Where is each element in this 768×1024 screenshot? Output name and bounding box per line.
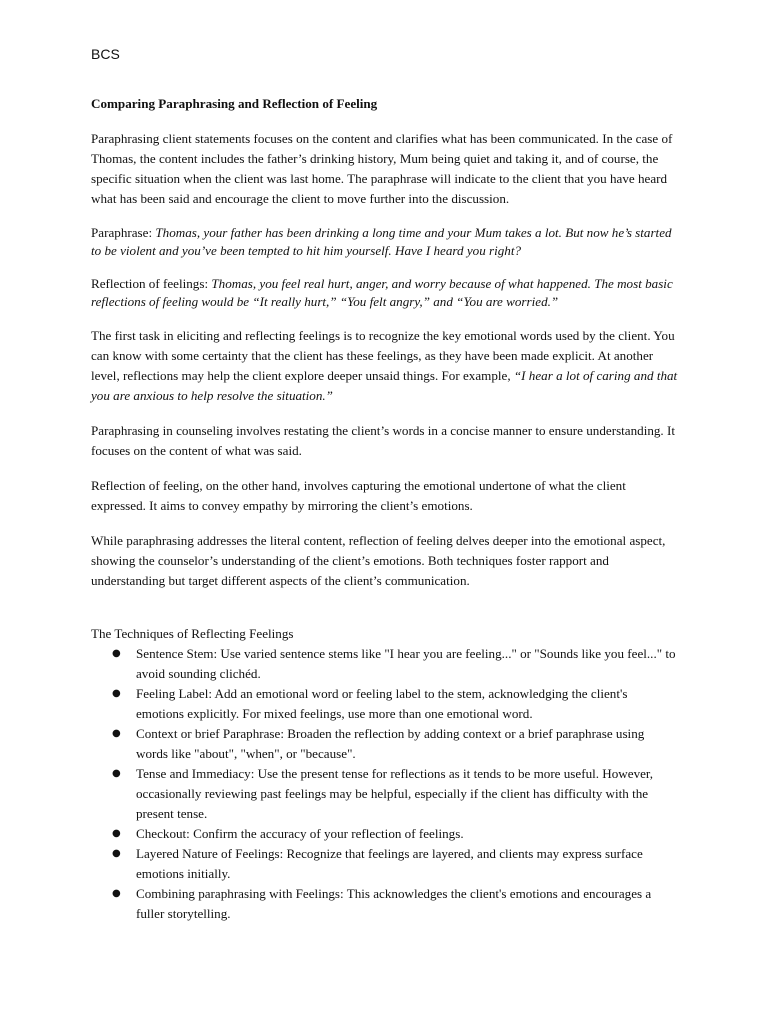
list-item [91,684,678,724]
techniques-heading: The Techniques of Reflecting Feelings [91,626,294,641]
paraphrase-example [91,224,678,260]
list-item-text: Layered Nature of Feelings: Recognize that feelings are layered, and clients may express surface emotions initially. [136,846,643,881]
comparison-paragraph: While paraphrasing addresses the literal content, reflection of feeling delves deeper into the emotional aspect, showing the counselor’s understanding of the client’s emotions. Both techniques foster rapport and understanding but target different aspects of the client’s communication. [91,533,666,588]
list-item [91,724,678,764]
reflection-example [91,275,678,311]
reflection-label: Reflection of feelings: [91,276,212,291]
list-item-text: Feeling Label: Add an emotional word or feeling label to the stem, acknowledging the client's emotions explicitly. For mixed feelings, use more than one emotional word. [136,686,628,721]
bullet-icon: ● [112,768,121,779]
list-item-text: Checkout: Confirm the accuracy of your reflection of feelings. [136,826,464,841]
list-item-text: Context or brief Paraphrase: Broaden the reflection by adding context or a brief paraphrase using words like "about", "when", or "because". [136,726,645,761]
intro-paragraph: Paraphrasing client statements focuses on the content and clarifies what has been communicated. In the case of Thomas, the content includes the father’s drinking history, Mum being quiet and taking it, and of course, the specific situation when the client was last home. The paraphrase will indicate to the client that you have heard what has been said and encourage the client to move further into the discussion. [91,131,673,206]
list-item-text: Combining paraphrasing with Feelings: This acknowledges the client's emotions and encourages a fuller storytelling. [136,886,652,921]
list-item [91,884,678,924]
first-task-quote: “I hear a lot of caring and that you are anxious to help resolve the situation.” [91,368,678,403]
document-title: Comparing Paraphrasing and Reflection of Feeling [91,96,378,111]
bullet-icon: ● [112,688,121,699]
list-item [91,844,678,884]
list-item [91,764,678,824]
reflection-paragraph: Reflection of feeling, on the other hand, involves capturing the emotional undertone of what the client expressed. It aims to convey empathy by mirroring the client’s emotions. [91,478,626,513]
list-item-text: Sentence Stem: Use varied sentence stems like "I hear you are feeling..." or "Sounds like you feel..." to avoid sounding clichéd. [136,646,676,681]
list-item-text: Tense and Immediacy: Use the present tense for reflections as it tends to be more useful. However, occasionally reviewing past feelings may be helpful, especially if the client has difficulty with the present tense. [136,766,654,821]
bullet-icon: ● [112,828,121,839]
bullet-icon: ● [112,848,121,859]
bullet-icon: ● [112,648,121,659]
reflection-example-text: Thomas, you feel real hurt, anger, and worry because of what happened. The most basic reflections of feeling would be “It really hurt,” “You felt angry,” and “You are worried.” [91,276,673,309]
list-item [91,644,678,684]
bullet-icon: ● [112,728,121,739]
techniques-list [91,644,678,924]
bullet-icon: ● [112,888,121,899]
page-header: BCS [91,46,120,62]
paraphrasing-paragraph: Paraphrasing in counseling involves restating the client’s words in a concise manner to ensure understanding. It focuses on the content of what was said. [91,423,675,458]
first-task-paragraph [91,326,678,406]
first-task-text: The first task in eliciting and reflecting feelings is to recognize the key emotional words used by the client. You can know with some certainty that the client has these feelings, as they have been made explicit. At another level, reflections may help the client explore deeper unsaid things. For example, [91,328,675,383]
paraphrase-label: Paraphrase: [91,225,156,240]
paraphrase-example-text: Thomas, your father has been drinking a long time and your Mum takes a lot. But now he’s started to be violent and you’ve been tempted to hit him yourself. Have I heard you right? [91,225,672,258]
list-item [91,824,678,844]
